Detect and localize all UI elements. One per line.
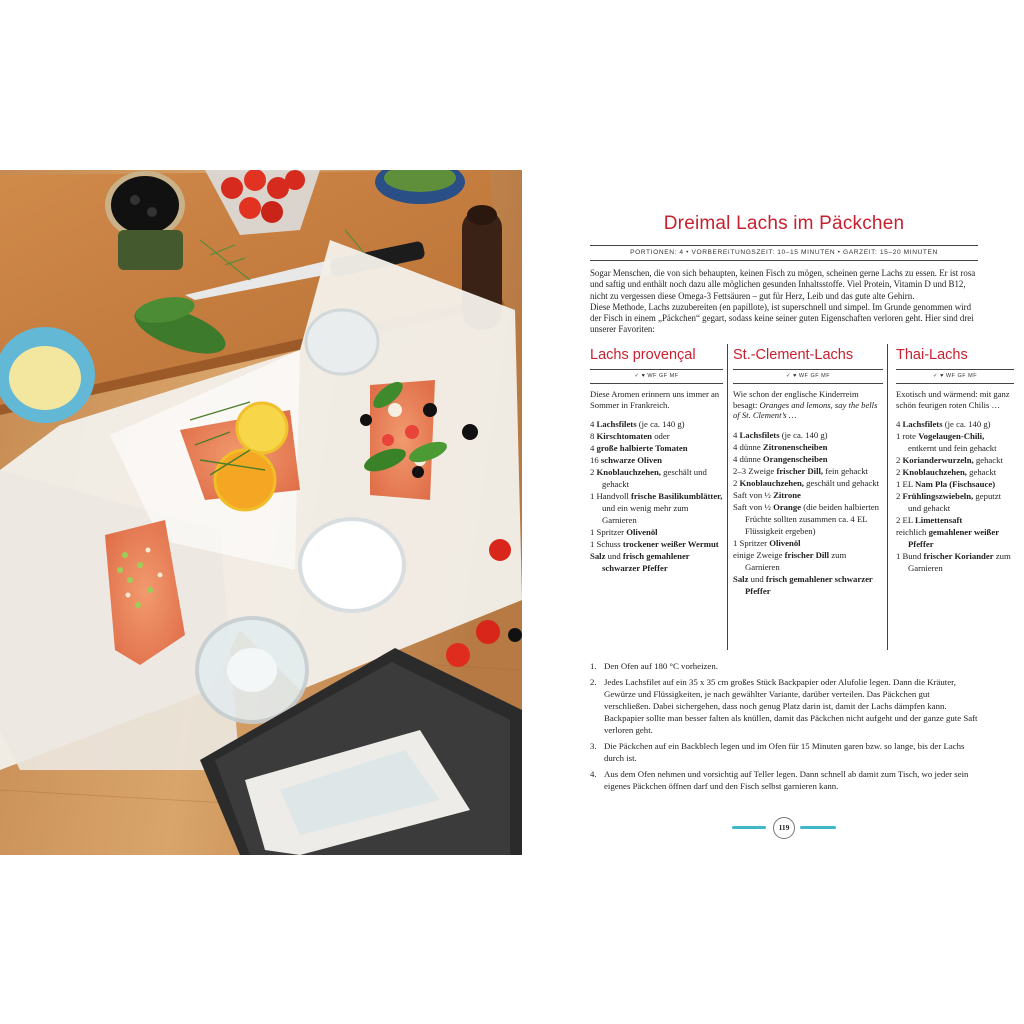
ingredient-pre: 1 EL: [896, 479, 915, 490]
ingredient-item: [590, 538, 723, 550]
variant-title: Thai-Lachs: [896, 347, 968, 363]
page-number: 119: [773, 817, 795, 839]
variant-rule: [896, 383, 1014, 384]
ingredient-item: [896, 514, 1014, 526]
ingredient-item: [590, 526, 723, 538]
ingredient-post: gehackt: [973, 455, 1003, 466]
ingredient-bold: frisch gemahlener schwarzer Pfeffer: [745, 573, 873, 596]
ingredient-post: fein gehackt: [823, 465, 868, 476]
method-step: [590, 740, 978, 764]
ingredient-post: und ein wenig mehr zum Garnieren: [602, 503, 689, 526]
ingredient-pre: Saft von ½: [733, 489, 774, 500]
ingredient-item: [733, 501, 883, 537]
ingredient-bold: Orangenscheiben: [762, 453, 828, 464]
ingredient-bold: Kirschtomaten: [596, 431, 653, 442]
ingredient-bold: Limettensaft: [914, 515, 963, 526]
ingredient-pre: 4: [733, 429, 740, 440]
ingredient-item: [733, 477, 883, 489]
fork-icon: [732, 826, 766, 829]
recipe-intro: [590, 268, 978, 336]
method-step: [590, 676, 978, 736]
recipe-photo: [0, 170, 522, 855]
ingredient-item: [896, 418, 1014, 430]
variant-title: Lachs provençal: [590, 347, 696, 363]
ingredient-item: [590, 490, 723, 526]
ingredient-list: [590, 418, 723, 574]
ingredient-bold: Olivenöl: [769, 537, 801, 548]
ingredient-item: [733, 537, 883, 549]
ingredient-bold: Knoblauchzehen,: [596, 467, 661, 478]
ingredient-bold: frischer Dill: [784, 549, 830, 560]
ingredient-item: [590, 442, 723, 454]
ingredient-bold: frischer Dill,: [776, 465, 824, 476]
step-number: 2.: [590, 677, 597, 687]
ingredient-post: gehackt: [966, 467, 997, 478]
ingredient-post: geschält und gehackt: [602, 467, 707, 490]
ingredient-pre: 4: [590, 443, 597, 454]
ingredient-post: (je ca. 140 g): [942, 419, 991, 430]
ingredient-bold: Salz: [733, 573, 749, 584]
variant-column-thai: [896, 344, 1014, 574]
page-footer: [732, 816, 836, 838]
ingredient-bold: frischer Koriander: [923, 551, 994, 562]
ingredient-pre: 2: [896, 491, 903, 502]
ingredient-pre: 2–3 Zweige: [733, 465, 777, 476]
ingredient-item: [733, 549, 883, 573]
ingredient-bold: Frühlingszwiebeln,: [902, 491, 974, 502]
ingredient-post: entkernt und fein gehackt: [908, 443, 997, 454]
ingredient-pre: einige Zweige: [733, 549, 785, 560]
ingredient-pre: 1 Spritzer: [590, 527, 627, 538]
step-number: 3.: [590, 741, 597, 751]
ingredient-pre: 2: [896, 455, 903, 466]
ingredient-item: [896, 550, 1014, 574]
method-steps: [590, 660, 978, 796]
ingredient-pre: 1 rote: [896, 431, 919, 442]
ingredient-pre: 4 dünne: [733, 453, 763, 464]
ingredient-bold: Olivenöl: [626, 527, 658, 538]
ingredient-pre: Saft von ½: [733, 501, 774, 512]
ingredient-bold: Lachsfilets: [902, 419, 943, 430]
ingredient-item: [590, 550, 723, 574]
ingredient-pre: 16: [590, 455, 601, 466]
ingredient-pre: 2: [590, 467, 597, 478]
ingredient-bold: Zitronenscheiben: [762, 441, 828, 452]
ingredient-item: [590, 454, 723, 466]
ingredient-list: [733, 429, 883, 597]
step-text: Den Ofen auf 180 °C vorheizen.: [604, 661, 718, 671]
variant-column-st-clement: [733, 344, 883, 597]
ingredient-post: (die beiden halbierten Früchte sollten zusammen ca. 4 EL Flüssigkeit ergeben): [745, 501, 879, 536]
recipe-title: Dreimal Lachs im Päckchen: [663, 213, 905, 234]
ingredient-bold: frisch gemahlener schwarzer Pfeffer: [602, 551, 690, 574]
ingredient-item: [733, 429, 883, 441]
ingredient-pre: 8: [590, 431, 597, 442]
step-text: Die Päckchen auf ein Backblech legen und im Ofen für 15 Minuten garen bzw. so lange, bis der Lachs durch ist.: [604, 741, 965, 763]
ingredient-post: oder: [652, 431, 670, 442]
ingredient-bold: gemahlener weißer Pfeffer: [908, 527, 999, 550]
meta-rule: [590, 260, 978, 261]
ingredient-bold: Knoblauchzehen,: [739, 477, 804, 488]
step-number: 4.: [590, 769, 597, 779]
ingredient-bold: Salz: [590, 551, 606, 562]
ingredient-pre: 2: [733, 477, 740, 488]
ingredient-post: und: [748, 573, 766, 584]
ingredient-list: [896, 418, 1014, 574]
ingredient-item: [896, 430, 1014, 454]
title-rule: [590, 245, 978, 246]
variant-intro: Diese Aromen erinnern uns immer an Sommer in Frankreich.: [590, 389, 720, 410]
ingredient-item: [896, 526, 1014, 550]
step-text: Aus dem Ofen nehmen und vorsichtig auf Teller legen. Dann schnell ab damit zum Tisch, wo jeder sein eigenes Päckchen öffnen darf und den Fisch selbst garnieren kann.: [604, 769, 969, 791]
variant-intro: [733, 389, 883, 421]
method-step: [590, 768, 978, 792]
ingredient-pre: 1 Spritzer: [733, 537, 770, 548]
variant-intro-quote: Oranges and lemons, say the bells of St. Clement’s …: [733, 399, 878, 421]
ingredient-post: geschält und gehackt: [803, 477, 879, 488]
ingredient-item: [590, 466, 723, 490]
ingredient-pre: 4 dünne: [733, 441, 763, 452]
ingredient-bold: Lachsfilets: [596, 419, 637, 430]
ingredient-item: [733, 465, 883, 477]
ingredient-bold: Nam Pla (Fischsauce): [914, 479, 996, 490]
ingredient-pre: 1 Bund: [896, 551, 924, 562]
variant-intro-text: Wie schon der englische Kinderreim besagt:: [733, 389, 859, 410]
variant-title: St.-Clement-Lachs: [733, 347, 854, 363]
ingredient-bold: schwarze Oliven: [600, 455, 662, 466]
ingredient-item: [733, 573, 883, 597]
ingredient-post: zum Garnieren: [745, 549, 847, 572]
ingredient-item: [733, 489, 883, 501]
variant-intro: Exotisch und wärmend: mit ganz schön feurigen roten Chilis …: [896, 389, 1010, 410]
column-divider: [887, 344, 888, 650]
diet-badge: ✓ ♥ WF GF MF: [634, 373, 679, 379]
ingredient-item: [590, 430, 723, 442]
ingredient-post: geputzt und gehackt: [908, 491, 1001, 514]
ingredient-bold: trockener weißer Wermut: [622, 539, 719, 550]
ingredient-pre: 4: [896, 419, 903, 430]
ingredient-bold: Korianderwurzeln,: [902, 455, 974, 466]
ingredient-pre: 1 Schuss: [590, 539, 623, 550]
variant-rule: [590, 383, 723, 384]
recipe-meta: PORTIONEN: 4 • VORBEREITUNGSZEIT: 10–15 MINUTEN • GARZEIT: 15–20 MINUTEN: [630, 249, 938, 256]
intro-paragraph: Sogar Menschen, die von sich behaupten, keinen Fisch zu mögen, scheinen gerne Lachs zu essen. Er ist rosa und saftig und enthält noch dazu alle möglichen gesunden Inhaltsstoffe. Viel Protein, Vitamin D und B12, nicht zu vergessen diese Omega-3 Fettsäuren – gut für Herz, Leib und das gute alte Gehirn.: [590, 268, 976, 301]
ingredient-bold: Knoblauchzehen,: [902, 467, 967, 478]
variant-rule: [733, 383, 883, 384]
ingredient-bold: große halbierte Tomaten: [596, 443, 688, 454]
variant-column-provencal: [590, 344, 723, 574]
column-divider: [727, 344, 728, 650]
ingredient-post: und: [605, 551, 623, 562]
intro-paragraph: Diese Methode, Lachs zuzubereiten (en papillote), ist superschnell und simpel. Im Grunde genommen wird der Fisch in einem „Päckchen“ gegart, sodass keine seiner guten Eigenschaften verloren geht. Hier sind drei unserer Favoriten:: [590, 301, 974, 335]
ingredient-item: [896, 466, 1014, 478]
ingredient-item: [590, 418, 723, 430]
ingredient-bold: Vogelaugen-Chili,: [918, 431, 985, 442]
diet-badge: ✓ ♥ WF GF MF: [932, 373, 978, 379]
ingredient-item: [733, 441, 883, 453]
ingredient-post: (je ca. 140 g): [636, 419, 685, 430]
ingredient-pre: 2: [896, 467, 903, 478]
knife-icon: [800, 826, 836, 829]
ingredient-bold: Zitrone: [773, 489, 801, 500]
ingredient-pre: 4: [590, 419, 597, 430]
ingredient-item: [896, 490, 1014, 514]
ingredient-post: zum Garnieren: [908, 551, 1011, 574]
ingredient-item: [733, 453, 883, 465]
ingredient-post: (je ca. 140 g): [779, 429, 828, 440]
ingredient-bold: Orange: [773, 501, 802, 512]
ingredient-bold: Lachsfilets: [739, 429, 780, 440]
method-step: [590, 660, 978, 672]
ingredient-item: [896, 478, 1014, 490]
ingredient-pre: 2 EL: [896, 515, 915, 526]
step-number: 1.: [590, 661, 597, 671]
diet-badge: ✓ ♥ WF GF MF: [785, 373, 831, 379]
ingredient-item: [896, 454, 1014, 466]
ingredient-pre: reichlich: [896, 527, 929, 538]
ingredient-pre: 1 Handvoll: [590, 491, 632, 502]
ingredient-bold: frische Basilikumblätter,: [631, 491, 723, 502]
step-text: Jedes Lachsfilet auf ein 35 x 35 cm großes Stück Backpapier oder Alufolie legen. Dann die Kräuter, Gewürze und Flüssigkeiten, je nach gewählter Variante, darüber verteilen. Das Päckchen gut verschließen. Dabei sichergehen, dass noch genug Platz darin ist, damit der Lachs dämpfen kann. Backpapier sollte man besser falten als knüllen, damit das Päckchen nicht aufgeht und der ganze gute Saft verloren geht.: [604, 677, 978, 735]
